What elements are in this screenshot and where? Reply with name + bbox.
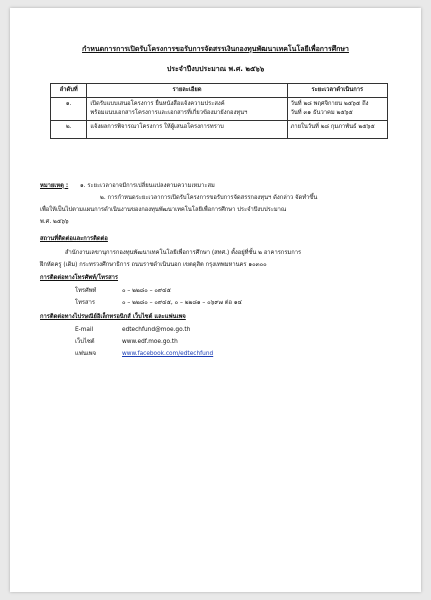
online-contact-heading: การติดต่อทางไปรษณีย์อิเล็กทรอนิกส์ เว็บไซต์ และแฟนเพจ — [40, 314, 186, 320]
contact-address-line: ฝึกหัดครู (เดิม) กระทรวงศึกษาธิการ ถนนราชดำเนินนอก เขตดุสิต กรุงเทพมหานคร ๑๐๓๐๐ — [40, 262, 267, 268]
row-detail-line: เปิดรับแบบเสนอโครงการ ยื่นหนังสือแจ้งความประสงค์ — [90, 101, 225, 107]
note-item-1: ๑. ระยะเวลาอาจมีการเปลี่ยนแปลงตามความเหมาะสม — [80, 183, 215, 189]
fax-label: โทรสาร — [75, 300, 95, 306]
phone-value: ๐ – ๒๒๘๐ – ๐๙๔๕ — [122, 288, 171, 294]
fanpage-label: แฟนเพจ — [75, 351, 97, 357]
document-page — [10, 8, 421, 592]
column-header-no: ลำดับที่ — [51, 84, 87, 98]
table-header-row — [51, 84, 388, 98]
fax-value: ๐ – ๒๒๘๐ – ๐๙๔๕, ๐ – ๒๒๘๑ – ๐๖๙๗ ต่อ ๑๔ — [122, 300, 242, 306]
schedule-table — [50, 83, 388, 139]
row-detail — [87, 121, 287, 139]
column-header-period: ระยะเวลาดำเนินการ — [287, 84, 387, 98]
row-detail-line: พร้อมแนบเอกสารโครงการและเอกสารที่เกี่ยวข้องมายังกองทุนฯ — [90, 110, 248, 116]
contact-address-line: สำนักงานเลขานุการกองทุนพัฒนาเทคโนโลยีเพื่อการศึกษา (สทศ.) ตั้งอยู่ที่ชั้น ๒ อาคารกรมการ — [65, 250, 302, 256]
phone-heading: การติดต่อทางโทรศัพท์/โทรสาร — [40, 275, 119, 281]
note-label: หมายเหตุ : — [40, 183, 69, 189]
document-title: กำหนดการการเปิดรับโครงการขอรับการจัดสรรเงินกองทุนพัฒนาเทคโนโลยีเพื่อการศึกษา — [82, 45, 349, 53]
email-value[interactable]: edtechfund@moe.go.th — [122, 327, 191, 333]
fanpage-link[interactable]: www.facebook.com/edtechfund — [122, 351, 214, 357]
row-period — [287, 98, 387, 121]
note-section — [40, 182, 215, 191]
row-number: ๑. — [51, 98, 87, 121]
table-row — [51, 98, 388, 121]
note-item-2-line: เพื่อให้เป็นไปตามแผนการดำเนินงานของกองทุนพัฒนาเทคโนโลยีเพื่อการศึกษา ประจำปีงบประมาณ — [40, 207, 287, 213]
document-subtitle: ประจำปีงบประมาณ พ.ศ. ๒๕๖๖ — [166, 65, 265, 73]
row-period-line: ภายในวันที่ ๒๘ กุมภาพันธ์ ๒๕๖๕ — [290, 124, 375, 130]
email-label: E-mail — [75, 327, 94, 333]
note-item-2-line: พ.ศ. ๒๕๖๖ — [40, 219, 69, 225]
contact-heading: สถานที่ติดต่อและการติดต่อ — [40, 236, 108, 242]
phone-label: โทรศัพท์ — [75, 288, 97, 294]
row-detail — [87, 98, 287, 121]
row-number: ๒. — [51, 121, 87, 139]
row-period-line: วันที่ ๒๘ พฤศจิกายน ๒๕๖๕ ถึง — [290, 101, 369, 107]
website-value[interactable]: www.edf.moe.go.th — [122, 339, 178, 345]
row-detail-line: แจ้งผลการพิจารณาโครงการ ให้ผู้เสนอโครงการทราบ — [90, 124, 224, 130]
column-header-detail: รายละเอียด — [87, 84, 287, 98]
note-item-2-line: ๒. การกำหนดระยะเวลาการเปิดรับโครงการขอรับการจัดสรรกองทุนฯ ดังกล่าว จัดทำขึ้น — [100, 195, 318, 201]
row-period — [287, 121, 387, 139]
row-period-line: วันที่ ๓๑ ธันวาคม ๒๕๖๕ — [290, 110, 353, 116]
table-row — [51, 121, 388, 139]
website-label: เว็บไซต์ — [75, 339, 95, 345]
